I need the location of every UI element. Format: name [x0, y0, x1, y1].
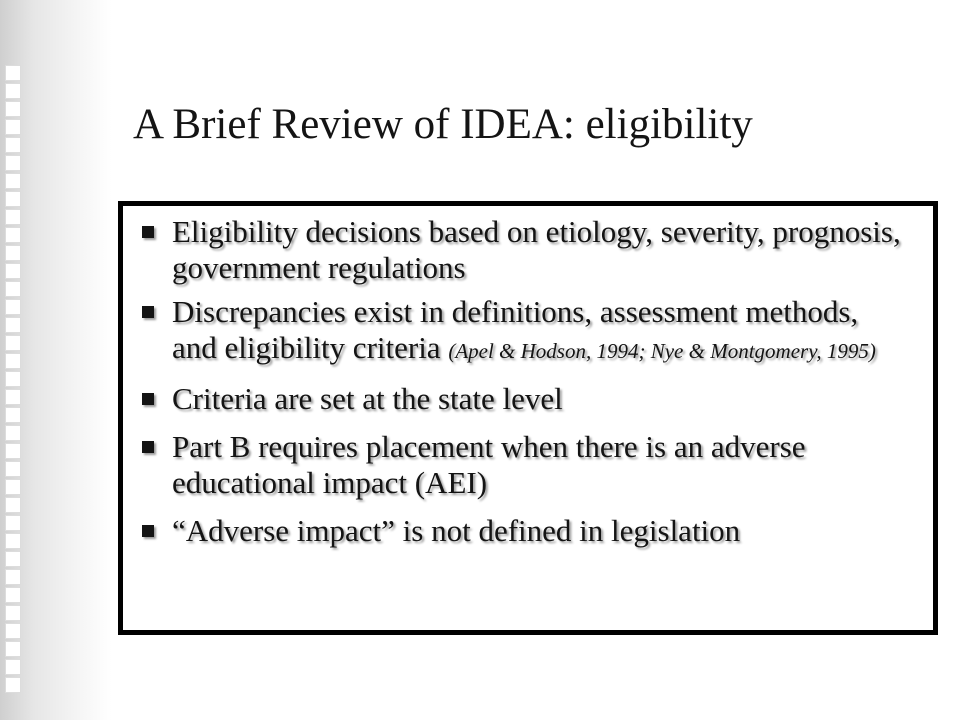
- square-bullet-icon: [142, 393, 154, 405]
- square-bullet-icon: [142, 441, 154, 453]
- bullet-item: [138, 429, 903, 501]
- bullet-text: Part B requires placement when there is an adverse educational impact (AEI): [172, 429, 806, 500]
- bullet-text: Criteria are set at the state level: [172, 381, 563, 416]
- slide-title: A Brief Review of IDEA: eligibility: [133, 101, 753, 148]
- bullet-content-box: [118, 201, 938, 635]
- bullet-item: [138, 381, 903, 417]
- bullet-citation: (Apel & Hodson, 1994; Nye & Montgomery, 1995): [448, 339, 876, 363]
- bullet-text: Eligibility decisions based on etiology, severity, prognosis, government regulations: [172, 214, 901, 285]
- bullet-item: [138, 513, 903, 549]
- decorative-side-strip: [0, 0, 112, 720]
- square-bullet-icon: [142, 226, 154, 238]
- bullet-item: [138, 294, 903, 369]
- bullet-item: [138, 214, 903, 286]
- decorative-square-column: [6, 66, 26, 720]
- bullet-list: [138, 214, 903, 561]
- bullet-text: “Adverse impact” is not defined in legislation: [172, 513, 741, 548]
- bullet-text: Discrepancies exist in definitions, assessment methods, and eligibility criteria: [172, 294, 859, 365]
- square-bullet-icon: [142, 306, 154, 318]
- square-bullet-icon: [142, 525, 154, 537]
